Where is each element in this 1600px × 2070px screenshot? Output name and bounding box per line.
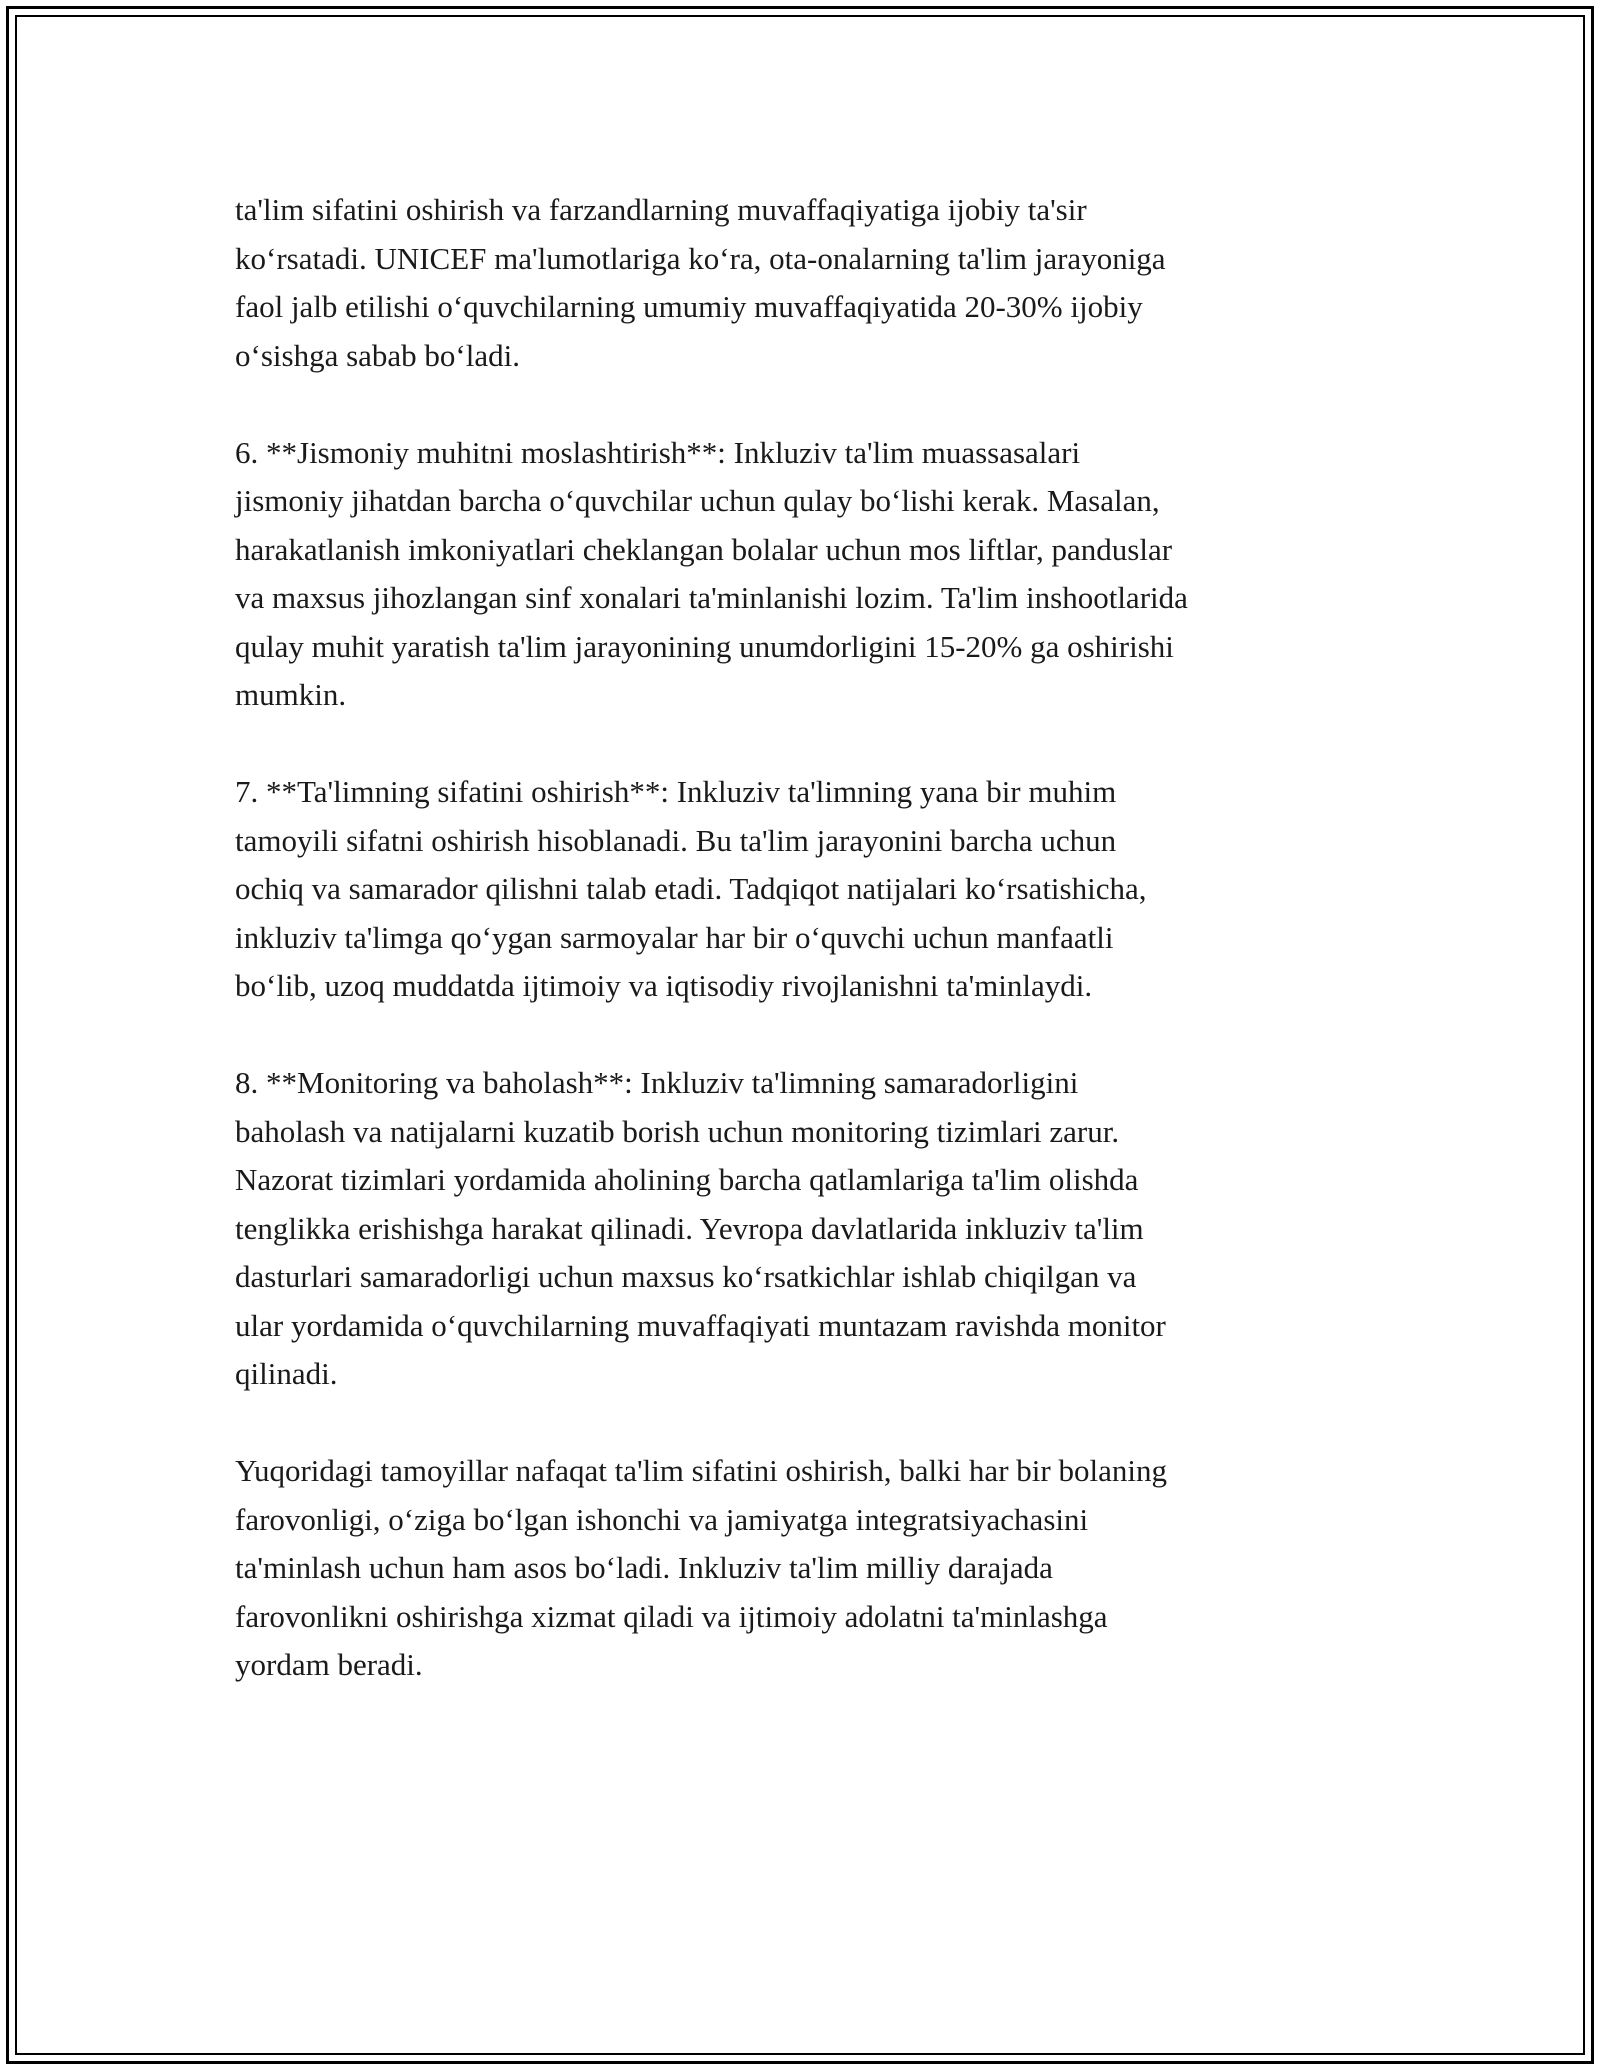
text-line: ta'minlash uchun ham asos bo‘ladi. Inkluziv ta'lim milliy darajada bbox=[235, 1550, 1053, 1585]
text-line: ko‘rsatadi. UNICEF ma'lumotlariga ko‘ra, ota-onalarning ta'lim jarayoniga bbox=[235, 240, 1166, 276]
text-line: jismoniy jihatdan barcha o‘quvchilar uchun qulay bo‘lishi kerak. Masalan, bbox=[235, 483, 1160, 518]
text-line: mumkin. bbox=[235, 677, 347, 712]
text-line: 7. **Ta'limning sifatini oshirish**: Inkluziv ta'limning yana bir muhim bbox=[235, 774, 1117, 809]
paragraph-item-8 bbox=[235, 1059, 1375, 1399]
text-line: 6. **Jismoniy muhitni moslashtirish**: Inkluziv ta'lim muassasalari bbox=[235, 434, 1081, 470]
paragraph-intro-continuation bbox=[235, 186, 1375, 380]
paragraph-item-7 bbox=[235, 768, 1375, 1011]
text-line: 8. **Monitoring va baholash**: Inkluziv ta'limning samaradorligini bbox=[235, 1065, 1079, 1100]
text-line: inkluziv ta'limga qo‘ygan sarmoyalar har bir o‘quvchi uchun manfaatli bbox=[235, 919, 1114, 955]
paragraph-item-6 bbox=[235, 429, 1375, 720]
text-line: harakatlanish imkoniyatlari cheklangan bolalar uchun mos liftlar, panduslar bbox=[235, 531, 1173, 567]
paragraph-conclusion bbox=[235, 1447, 1375, 1690]
text-line: o‘sishga sabab bo‘ladi. bbox=[235, 337, 520, 373]
text-line: qilinadi. bbox=[235, 1356, 338, 1391]
text-line: Nazorat tizimlari yordamida aholining barcha qatlamlariga ta'lim olishda bbox=[235, 1162, 1139, 1197]
text-line: tenglikka erishishga harakat qilinadi. Yevropa davlatlarida inkluziv ta'lim bbox=[235, 1210, 1144, 1246]
text-line: yordam beradi. bbox=[235, 1647, 423, 1682]
text-line: Yuqoridagi tamoyillar nafaqat ta'lim sifatini oshirish, balki har bir bolaning bbox=[235, 1453, 1167, 1488]
text-line: ta'lim sifatini oshirish va farzandlarning muvaffaqiyatiga ijobiy ta'sir bbox=[235, 192, 1087, 227]
text-line: ochiq va samarador qilishni talab etadi. Tadqiqot natijalari ko‘rsatishicha, bbox=[235, 871, 1147, 906]
text-line: tamoyili sifatni oshirish hisoblanadi. Bu ta'lim jarayonini barcha uchun bbox=[235, 822, 1117, 858]
document-body bbox=[235, 186, 1375, 1738]
text-line: ular yordamida o‘quvchilarning muvaffaqiyati muntazam ravishda monitor bbox=[235, 1307, 1166, 1343]
text-line: bo‘lib, uzoq muddatda ijtimoiy va iqtisodiy rivojlanishni ta'minlaydi. bbox=[235, 968, 1093, 1003]
text-line: baholash va natijalarni kuzatib borish uchun monitoring tizimlari zarur. bbox=[235, 1113, 1120, 1149]
text-line: qulay muhit yaratish ta'lim jarayonining unumdorligini 15-20% ga oshirishi bbox=[235, 628, 1174, 664]
text-line: dasturlari samaradorligi uchun maxsus ko‘rsatkichlar ishlab chiqilgan va bbox=[235, 1259, 1137, 1294]
text-line: farovonlikni oshirishga xizmat qiladi va ijtimoiy adolatni ta'minlashga bbox=[235, 1598, 1108, 1634]
text-line: farovonligi, o‘ziga bo‘lgan ishonchi va jamiyatga integratsiyachasini bbox=[235, 1501, 1089, 1537]
text-line: faol jalb etilishi o‘quvchilarning umumiy muvaffaqiyatida 20-30% ijobiy bbox=[235, 289, 1143, 324]
text-line: va maxsus jihozlangan sinf xonalari ta'minlanishi lozim. Ta'lim inshootlarida bbox=[235, 580, 1188, 615]
